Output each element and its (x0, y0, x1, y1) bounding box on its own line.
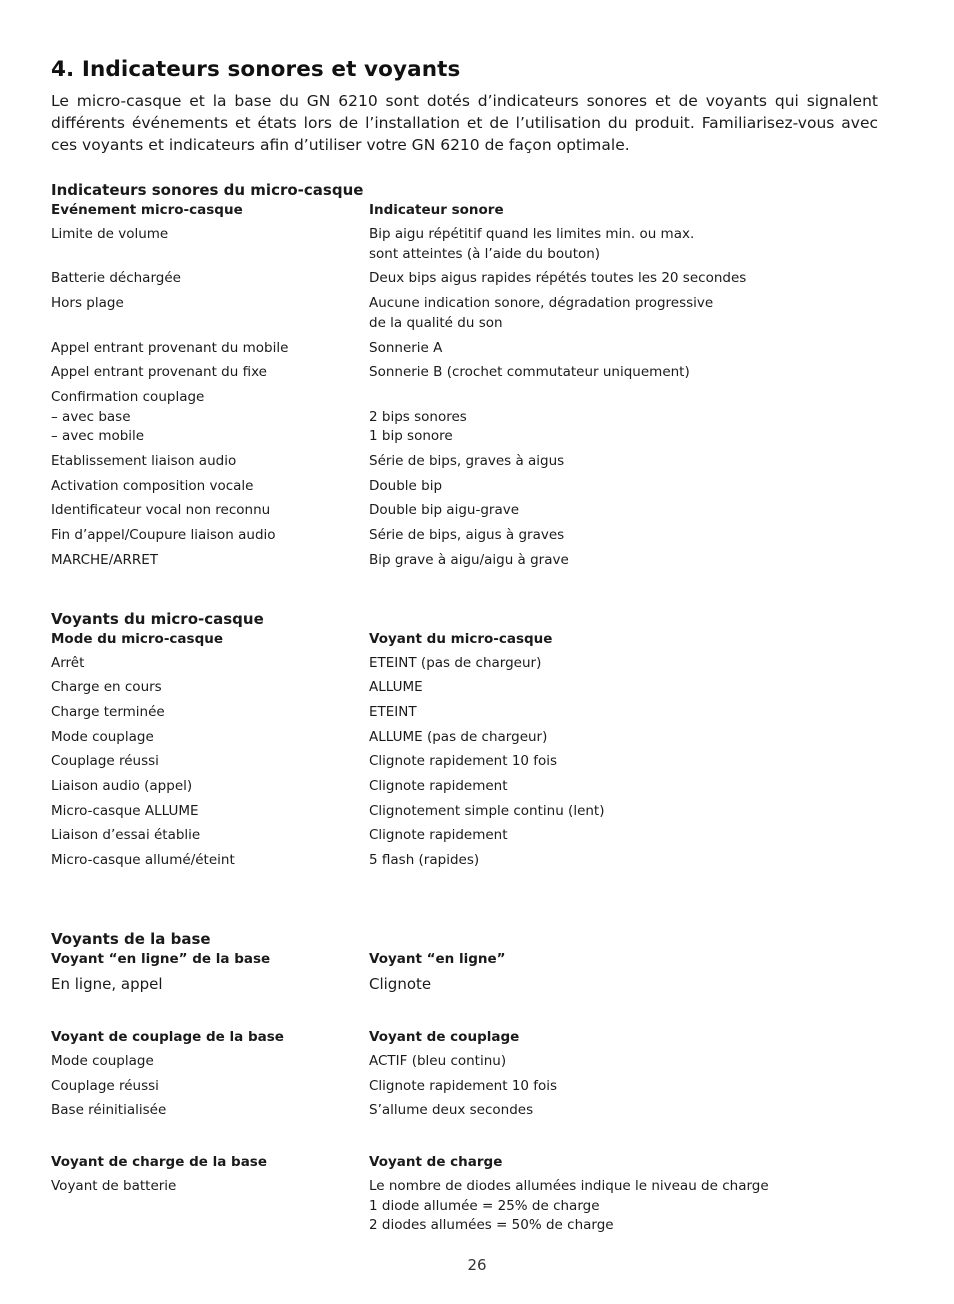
cell-line: 2 diodes allumées = 50% de charge (369, 1217, 614, 1234)
table-row (51, 654, 878, 679)
headset-leds-table (51, 629, 878, 876)
row-value-cell (369, 501, 878, 526)
row-value-cell (369, 974, 878, 1000)
table-row (51, 551, 878, 576)
cell-line: Limite de volume (51, 226, 169, 242)
cell-line: – avec base (51, 408, 131, 425)
row-value-cell (369, 363, 878, 388)
row-value-cell (369, 1101, 878, 1126)
cell-line: ACTIF (bleu continu) (369, 1052, 507, 1069)
cell-line: Deux bips aigus rapides répétés toutes les 20 secondes (369, 270, 747, 287)
table-row (51, 363, 878, 388)
row-value-cell (369, 851, 878, 876)
row-value-cell (369, 225, 878, 269)
base-pairing-col1-header: Voyant de couplage de la base (51, 1028, 284, 1045)
table-row (51, 1077, 878, 1102)
cell-line: Charge en cours (51, 679, 162, 696)
cell-line: ETEINT (369, 703, 417, 720)
table-row (51, 339, 878, 364)
base-charge-table (51, 1152, 878, 1241)
cell-line: Clignote rapidement 10 fois (369, 753, 558, 770)
cell-line: – avec mobile (51, 428, 145, 445)
cell-line: Aucune indication sonore, dégradation progressive (369, 295, 714, 312)
cell-line: Fin d’appel/Coupure liaison audio (51, 527, 276, 544)
table-row (51, 388, 878, 452)
table-row (51, 452, 878, 477)
cell-line: Clignote rapidement (369, 778, 508, 795)
cell-line: ALLUME (369, 679, 423, 696)
table-row (51, 294, 878, 338)
row-value-cell (369, 339, 878, 364)
sound-section-title: Indicateurs sonores du micro-casque (51, 181, 364, 199)
table-row (51, 728, 878, 753)
base-charge-col1-header: Voyant de charge de la base (51, 1153, 267, 1170)
cell-line: En ligne, appel (51, 974, 163, 993)
cell-line: 1 bip sonore (369, 428, 453, 445)
row-label-cell (51, 678, 369, 703)
table-row (51, 1101, 878, 1126)
row-value-cell (369, 678, 878, 703)
cell-line: Appel entrant provenant du fixe (51, 364, 267, 381)
row-value-cell (369, 752, 878, 777)
row-value-cell (369, 1177, 878, 1241)
row-label-cell (51, 1101, 369, 1126)
table-row (51, 974, 878, 1000)
row-label-cell (51, 501, 369, 526)
table-row (51, 501, 878, 526)
row-label-cell (51, 526, 369, 551)
row-value-cell (369, 477, 878, 502)
row-value-cell (369, 826, 878, 851)
cell-line: Base réinitialisée (51, 1102, 167, 1119)
row-label-cell (51, 1052, 369, 1077)
cell-line: Clignote rapidement 10 fois (369, 1077, 558, 1094)
table-row (51, 752, 878, 777)
sound-table (51, 200, 878, 576)
row-label-cell (51, 294, 369, 338)
cell-line: 1 diode allumée = 25% de charge (369, 1197, 600, 1214)
row-value-cell (369, 728, 878, 753)
cell-line: sont atteintes (à l’aide du bouton) (369, 245, 601, 262)
cell-line: 5 flash (rapides) (369, 852, 480, 869)
cell-line: Micro-casque allumé/éteint (51, 852, 235, 869)
cell-line: Appel entrant provenant du mobile (51, 339, 289, 356)
cell-line: Mode couplage (51, 1052, 154, 1069)
row-value-cell (369, 654, 878, 679)
page-number: 26 (467, 1256, 487, 1274)
row-label-cell (51, 551, 369, 576)
row-value-cell (369, 388, 878, 452)
cell-line: Bip grave à aigu/aigu à grave (369, 551, 569, 568)
cell-line: ETEINT (pas de chargeur) (369, 654, 542, 671)
base-leds-section-title: Voyants de la base (51, 929, 211, 948)
cell-line (369, 388, 878, 408)
cell-line: Activation composition vocale (51, 477, 254, 494)
row-value-cell (369, 1077, 878, 1102)
row-value-cell (369, 802, 878, 827)
table-row (51, 477, 878, 502)
cell-line: Le nombre de diodes allumées indique le niveau de charge (369, 1177, 769, 1194)
cell-line: Confirmation couplage (51, 388, 205, 405)
row-label-cell (51, 388, 369, 452)
cell-line: Clignote (369, 974, 432, 993)
cell-line: Bip aigu répétitif quand les limites min. ou max. (369, 226, 695, 242)
table-row (51, 225, 878, 269)
cell-line: Sonnerie A (369, 339, 443, 356)
table-row (51, 851, 878, 876)
row-value-cell (369, 269, 878, 294)
cell-line: Micro-casque ALLUME (51, 802, 199, 819)
row-label-cell (51, 728, 369, 753)
row-label-cell (51, 777, 369, 802)
cell-line: S’allume deux secondes (369, 1102, 534, 1119)
cell-line: Clignotement simple continu (lent) (369, 802, 605, 819)
cell-line: Clignote rapidement (369, 827, 508, 844)
row-label-cell (51, 1077, 369, 1102)
cell-line: Couplage réussi (51, 753, 159, 770)
base-online-col2-header: Voyant “en ligne” (369, 950, 506, 967)
table-row (51, 802, 878, 827)
row-label-cell (51, 703, 369, 728)
table-row (51, 1177, 878, 1241)
row-label-cell (51, 654, 369, 679)
row-label-cell (51, 974, 369, 1000)
cell-line: 2 bips sonores (369, 408, 467, 425)
cell-line: Double bip (369, 477, 443, 494)
table-row (51, 269, 878, 294)
row-label-cell (51, 1177, 369, 1241)
row-label-cell (51, 752, 369, 777)
cell-line: Voyant de batterie (51, 1177, 177, 1194)
cell-line: Liaison d’essai établie (51, 827, 201, 844)
page-title: 4. Indicateurs sonores et voyants (51, 57, 461, 82)
document-page (51, 56, 878, 1241)
table-row (51, 826, 878, 851)
cell-line: Arrêt (51, 654, 85, 671)
table-row (51, 526, 878, 551)
cell-line: de la qualité du son (369, 314, 503, 331)
row-value-cell (369, 294, 878, 338)
sound-col2-header: Indicateur sonore (369, 202, 504, 218)
cell-line: Série de bips, aigus à graves (369, 527, 565, 544)
cell-line: ALLUME (pas de chargeur) (369, 728, 548, 745)
row-label-cell (51, 802, 369, 827)
cell-line: Série de bips, graves à aigus (369, 453, 565, 470)
cell-line: Sonnerie B (crochet commutateur uniquement) (369, 364, 690, 381)
cell-line: Liaison audio (appel) (51, 778, 193, 795)
cell-line: Hors plage (51, 295, 124, 312)
row-value-cell (369, 452, 878, 477)
row-label-cell (51, 452, 369, 477)
row-label-cell (51, 826, 369, 851)
row-label-cell (51, 477, 369, 502)
cell-line: Double bip aigu-grave (369, 502, 520, 519)
headset-leds-section-title: Voyants du micro-casque (51, 609, 264, 628)
cell-line: Mode couplage (51, 728, 154, 745)
cell-line: Charge terminée (51, 703, 165, 720)
row-value-cell (369, 551, 878, 576)
row-label-cell (51, 851, 369, 876)
row-label-cell (51, 363, 369, 388)
cell-line: Identificateur vocal non reconnu (51, 502, 271, 519)
base-pairing-col2-header: Voyant de couplage (369, 1028, 520, 1045)
base-pairing-table (51, 1027, 878, 1126)
cell-line: Etablissement liaison audio (51, 453, 237, 470)
cell-line: Batterie déchargée (51, 270, 181, 287)
row-value-cell (369, 703, 878, 728)
row-label-cell (51, 269, 369, 294)
base-online-col1-header: Voyant “en ligne” de la base (51, 950, 271, 967)
table-row (51, 678, 878, 703)
table-row (51, 777, 878, 802)
sound-col1-header: Evénement micro-casque (51, 202, 243, 218)
row-label-cell (51, 339, 369, 364)
headset-leds-col2-header: Voyant du micro-casque (369, 630, 553, 647)
row-label-cell (51, 225, 369, 269)
base-online-table (51, 949, 878, 1000)
cell-line: MARCHE/ARRET (51, 551, 159, 568)
row-value-cell (369, 1052, 878, 1077)
base-charge-col2-header: Voyant de charge (369, 1153, 503, 1170)
table-row (51, 703, 878, 728)
intro-paragraph: Le micro-casque et la base du GN 6210 sont dotés d’indicateurs sonores et de voyants qui signalent différents événements et états lors de l’installation et de l’utilisation du produit. Familiarisez-vous avec ces voyants et indicateurs afin d’utiliser votre GN 6210 de façon optimale. (51, 92, 878, 154)
row-value-cell (369, 526, 878, 551)
table-row (51, 1052, 878, 1077)
headset-leds-col1-header: Mode du micro-casque (51, 630, 224, 647)
row-value-cell (369, 777, 878, 802)
cell-line: Couplage réussi (51, 1077, 159, 1094)
